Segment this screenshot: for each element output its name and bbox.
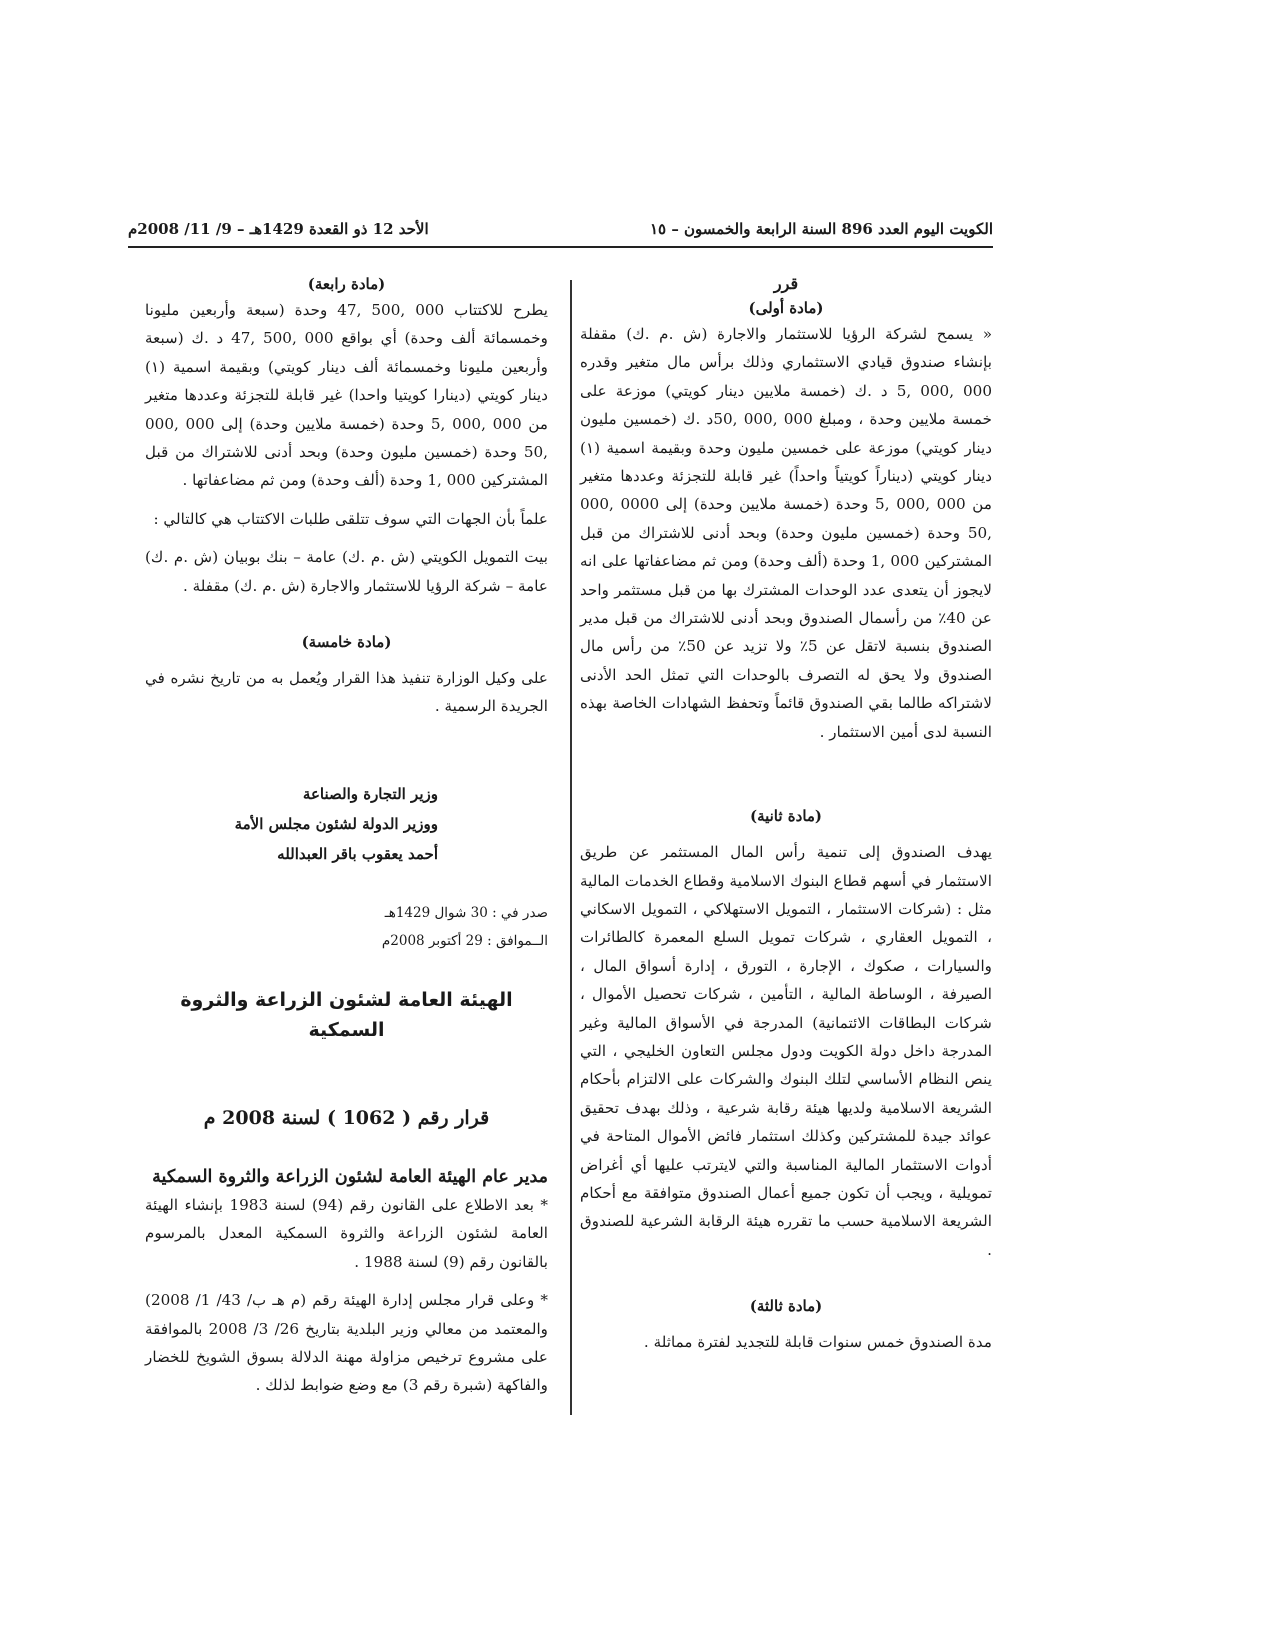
article-5-title: (مادة خامسة) bbox=[301, 633, 392, 652]
header-date: الأحد 12 ذو القعدة 1429هـ – 9/ 11/ 2008م bbox=[128, 220, 429, 238]
article-4-title: (مادة رابعة) bbox=[307, 275, 386, 293]
article-1-text: « يسمح لشركة الرؤيا للاستثمار والاجارة (ش .م .ك) مقفلة بإنشاء صندوق قيادي الاستثماري وذلك برأس مال متغير وقدره 000 ,000 ,5 د .ك (خمسة ملايين دينار كويتي) موزعة على خمسة ملايين وحدة ، ومبلغ 000 ,000 ,50د .ك (خمسين مليون دينار كويتي) موزعة على خمسين مليون وحدة وبقيمة اسمية (١) دينار كويتي (ديناراً كويتياً واحداً) غير قابلة للتجزئة وعددها متغير من 000 ,000 ,5 وحدة (خمسة ملايين وحدة) إلى 0000 ,000 ,50 وحدة (خمسين مليون وحدة) وبحد أدنى للاشتراك من قبل المشتركين 000 ,1 وحدة (ألف وحدة) ومن ثم مضاعفاتها على انه لايجوز أن يتعدى عدد الوحدات المشترك بها من قبل مستثمر واحد عن 40٪ من رأسمال الصندوق وبحد أدنى للاشتراك من قبل مدير الصندوق بنسبة لاتقل عن 5٪ ولا تزيد عن 50٪ من رأس مال الصندوق ولا يحق له التصرف بالوحدات التي تمثل الحد الأدنى لاشتراكه طالما بقي الصندوق قائماً وتحفظ الشهادات الخاصة بهذه النسبة لدى أمين الاستثمار . bbox=[580, 325, 993, 741]
article-3-text: مدة الصندوق خمس سنوات قابلة للتجديد لفترة مماثلة . bbox=[643, 1333, 992, 1352]
preamble-2: * وعلى قرار مجلس إدارة الهيئة رقم (م هـ ب/ 43/ 1/ 2008) والمعتمد من معالي وزير البلدية بتاريخ 26/ 3/ 2008 بالموافقة على مشروع ترخيص مزاولة مهنة الدلالة بسوق الشويخ للخضار والفاكهة (شبرة رقم 3) مع وضع ضوابط لذلك . bbox=[145, 1291, 548, 1395]
article-3-title: (مادة ثالثة) bbox=[749, 1297, 823, 1316]
article-2-title: (مادة ثانية) bbox=[749, 807, 823, 826]
issued-gregorian: الــموافق : 29 أكتوبر 2008م bbox=[381, 932, 548, 949]
column-divider bbox=[570, 280, 572, 1415]
issue-date-block bbox=[145, 899, 548, 955]
signature-name: أحمد يعقوب باقر العبدالله bbox=[277, 844, 438, 863]
article-4-text: يطرح للاكتتاب 000 ,500 ,47 وحدة (سبعة وأربعين مليونا وخمسمائة ألف وحدة) أي بواقع 000 ,500 ,47 د .ك (سبعة وأربعين مليونا وخمسمائة ألف دينار كويتي) وبقيمة اسمية (١) دينار كويتي (دينارا كويتيا واحدا) غير قابلة للتجزئة وعددها متغير من 000 ,000 ,5 وحدة (خمسة ملايين وحدة) إلى 000 ,000 ,50 وحدة (خمسين مليون وحدة) وبحد أدنى للاشتراك من قبل المشتركين 000 ,1 وحدة (ألف وحدة) ومن ثم مضاعفاتها . bbox=[145, 301, 549, 490]
preamble-1: * بعد الاطلاع على القانون رقم (94) لسنة 1983 بإنشاء الهيئة العامة لشئون الزراعة والثروة السمكية المعدل بالمرسوم بالقانون رقم (9) لسنة 1988 . bbox=[145, 1195, 548, 1271]
article-4-subscription-note: علماً بأن الجهات التي سوف تتلقى طلبات الاكتتاب هي كالتالي : bbox=[153, 509, 548, 528]
issued-hijri: صدر في : 30 شوال 1429هـ bbox=[384, 904, 548, 921]
header-issue-info: الكويت اليوم العدد 896 السنة الرابعة والخمسون – ١٥ bbox=[649, 220, 993, 238]
minister-signature bbox=[145, 779, 548, 869]
article-5-text: على وكيل الوزارة تنفيذ هذا القرار ويُعمل به من تاريخ نشره في الجريدة الرسمية . bbox=[145, 669, 548, 716]
page-header bbox=[128, 218, 993, 248]
authority-heading: الهيئة العامة لشئون الزراعة والثروة السمكية bbox=[180, 988, 513, 1041]
decree-number: قرار رقم ( 1062 ) لسنة 2008 م bbox=[203, 1106, 490, 1129]
director-heading: مدير عام الهيئة العامة لشئون الزراعة والثروة السمكية bbox=[152, 1166, 548, 1187]
right-column bbox=[580, 272, 992, 1357]
left-column bbox=[145, 272, 548, 1400]
article-1-title: (مادة أولى) bbox=[748, 299, 824, 317]
signature-title-1: وزير التجارة والصناعة bbox=[302, 784, 438, 803]
article-2-text: يهدف الصندوق إلى تنمية رأس المال المستثمر عن طريق الاستثمار في أسهم قطاع البنوك الاسلامية وقطاع الخدمات المالية مثل : (شركات الاستثمار ، التمويل الاستهلاكي ، التمويل الاسكاني ، التمويل العقاري ، شركات تمويل السلع المعمرة كالطائرات والسيارات ، صكوك ، الإجارة ، التورق ، إدارة أسواق المال ، الصيرفة ، الوساطة المالية ، التأمين ، شركات تحصيل الأموال ، شركات البطاقات الائتمانية) المدرجة في الأسواق المالية وغير المدرجة داخل دولة الكويت ودول مجلس التعاون الخليجي ، التي ينص النظام الأساسي لتلك البنوك والشركات على الالتزام بأحكام الشريعة الاسلامية ولديها هيئة رقابة شرعية ، وذلك بهدف تحقيق عوائد جيدة للمشتركين وكذلك استثمار فائض الأموال المتاحة في أدوات الاستثمار المالية المناسبة والتي لايترتب عليها أي أغراض تمويلية ، ويجب أن تكون جميع أعمال الصندوق متوافقة مع أحكام الشريعة الاسلامية حسب ما تقرره هيئة الرقابة الشرعية للصندوق . bbox=[580, 843, 992, 1259]
signature-title-2: ووزير الدولة لشئون مجلس الأمة bbox=[234, 814, 438, 833]
decision-title: قرر bbox=[773, 274, 799, 293]
article-4-subscription-entities: بيت التمويل الكويتي (ش .م .ك) عامة – بنك بوبيان (ش .م .ك) عامة – شركة الرؤيا للاستثمار والاجارة (ش .م .ك) مقفلة . bbox=[145, 548, 548, 595]
